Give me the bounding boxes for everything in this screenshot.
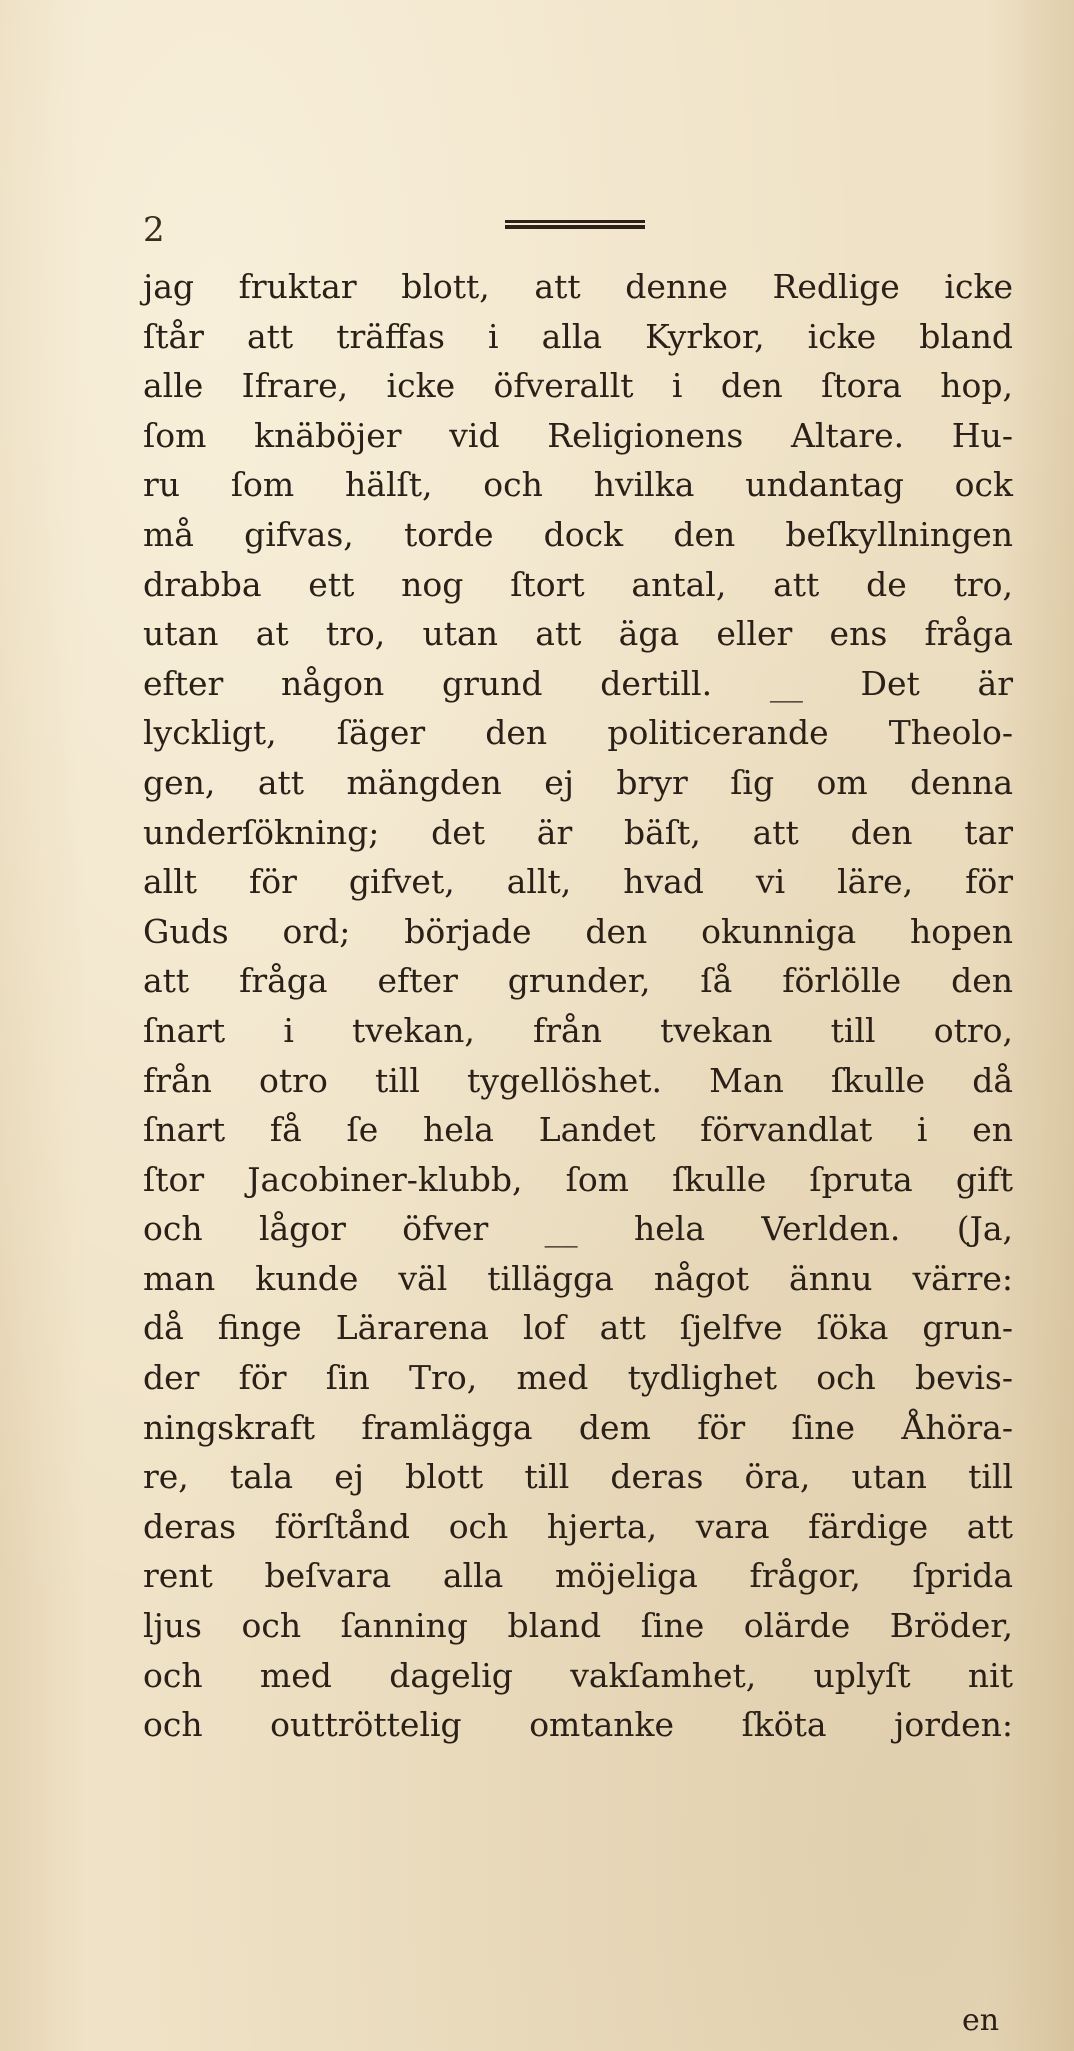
text-line: alle Ifrare, icke öfverallt i den ſtora hop, bbox=[143, 366, 1013, 406]
text-line: ru ſom hälſt, och hvilka undantag ock bbox=[143, 465, 1013, 505]
text-line: underſökning; det är bäſt, att den tar bbox=[143, 812, 1013, 852]
body-text bbox=[143, 262, 1013, 1750]
text-line: ſnart få ſe hela Landet förvandlat i en bbox=[143, 1110, 1013, 1150]
text-line: allt för gifvet, allt, hvad vi läre, för bbox=[143, 862, 1013, 902]
text-line: drabba ett nog ſtort antal, att de tro, bbox=[143, 564, 1013, 604]
text-line: jag fruktar blott, att denne Redlige icke bbox=[143, 267, 1013, 306]
text-line: ningskraft framlägga dem för ſine Åhöra- bbox=[143, 1407, 1013, 1447]
catchword: en bbox=[962, 2003, 1000, 2038]
text-line: man kunde väl tillägga något ännu värre: bbox=[143, 1258, 1013, 1298]
text-line: gen, att mängden ej bryr ſig om denna bbox=[143, 762, 1013, 802]
header-rule bbox=[505, 220, 645, 232]
text-line: deras förſtånd och hjerta, vara färdige att bbox=[143, 1506, 1013, 1546]
text-line: ſom knäböjer vid Religionens Altare. Hu- bbox=[143, 415, 1013, 455]
text-line: ljus och ſanning bland ſine olärde Bröder, bbox=[143, 1606, 1013, 1646]
text-line: ſnart i tvekan, från tvekan till otro, bbox=[143, 1010, 1013, 1050]
text-line: och med dagelig vakſamhet, uplyſt nit bbox=[143, 1655, 1013, 1695]
text-line: då finge Lärarena lof att ſjelfve ſöka grun- bbox=[143, 1308, 1013, 1348]
page-number: 2 bbox=[143, 210, 165, 250]
text-line: der för ſin Tro, med tydlighet och bevis- bbox=[143, 1358, 1013, 1398]
text-line: efter någon grund dertill. __ Det är bbox=[143, 663, 1013, 703]
text-line: ſtår att träffas i alla Kyrkor, icke bland bbox=[143, 316, 1013, 356]
text-line: må gifvas, torde dock den beſkyllningen bbox=[143, 514, 1013, 554]
text-line: och outtröttelig omtanke ſköta jorden: bbox=[143, 1705, 1013, 1745]
text-line: utan at tro, utan att äga eller ens fråga bbox=[143, 614, 1013, 654]
text-line: rent beſvara alla möjeliga frågor, ſprida bbox=[143, 1556, 1013, 1596]
text-line: från otro till tygellöshet. Man ſkulle då bbox=[143, 1060, 1013, 1100]
text-line: att fråga efter grunder, ſå förlölle den bbox=[143, 961, 1013, 1001]
text-line: re, tala ej blott till deras öra, utan till bbox=[143, 1457, 1013, 1497]
text-line: Guds ord; började den okunniga hopen bbox=[143, 911, 1013, 951]
text-line: och lågor öfver __ hela Verlden. (Ja, bbox=[143, 1209, 1013, 1249]
text-line: lyckligt, ſäger den politicerande Theolo- bbox=[143, 713, 1013, 753]
text-line: ſtor Jacobiner-klubb, ſom ſkulle ſpruta gift bbox=[143, 1159, 1013, 1199]
